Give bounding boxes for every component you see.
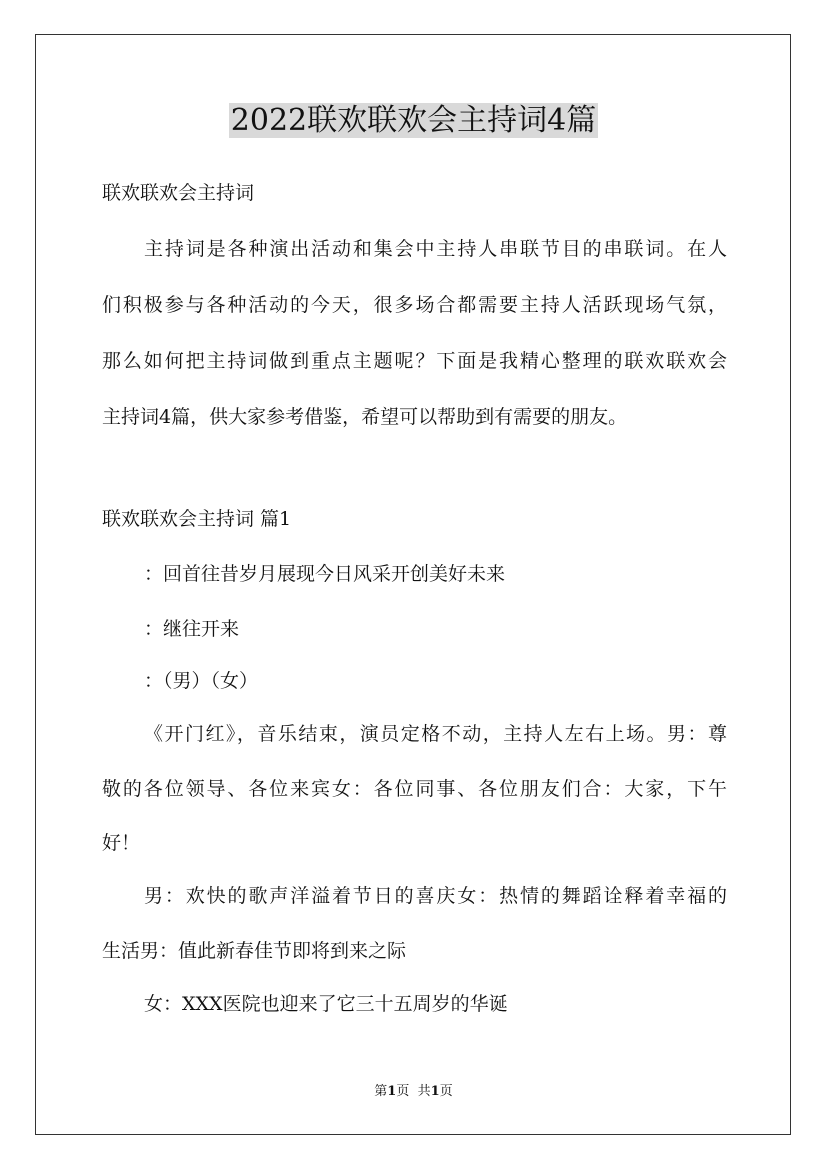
footer-page-number: 1 <box>387 1084 397 1099</box>
body-line-7: 男：欢快的歌声洋溢着节日的喜庆女：热情的舞蹈诠释着幸福的 <box>144 885 727 907</box>
section-heading: 联欢联欢会主持词 篇1 <box>102 508 292 530</box>
footer-total-number: 1 <box>430 1084 440 1099</box>
footer-total-suffix: 页 <box>439 1084 453 1099</box>
footer-total-prefix: 共 <box>417 1084 431 1099</box>
body-line-9: 女：XXX医院也迎来了它三十五周岁的华诞 <box>144 993 508 1015</box>
intro-line-1: 主持词是各种演出活动和集会中主持人串联节目的串联词。在人 <box>144 238 727 260</box>
intro-line-2: 们积极参与各种活动的今天，很多场合都需要主持人活跃现场气氛， <box>102 294 727 316</box>
intro-line-3: 那么如何把主持词做到重点主题呢？下面是我精心整理的联欢联欢会 <box>102 350 727 372</box>
footer-page-suffix: 页 <box>396 1084 410 1099</box>
body-line-6: 好！ <box>102 832 141 854</box>
intro-line-4: 主持词4篇，供大家参考借鉴，希望可以帮助到有需要的朋友。 <box>102 406 628 428</box>
body-line-4: 《开门红》，音乐结束，演员定格不动，主持人左右上场。男：尊 <box>144 723 727 745</box>
body-line-5: 敬的各位领导、各位来宾女：各位同事、各位朋友们合：大家，下午 <box>102 778 727 800</box>
footer-page-prefix: 第 <box>374 1084 388 1099</box>
document-title-wrapper <box>0 101 827 141</box>
body-line-2: ：继往开来 <box>144 618 240 640</box>
body-line-3: ：（男）（女） <box>144 670 259 692</box>
document-title: 2022联欢联欢会主持词4篇 <box>230 103 597 138</box>
body-line-8: 生活男：值此新春佳节即将到来之际 <box>102 940 407 962</box>
subtitle: 联欢联欢会主持词 <box>102 182 255 204</box>
page-footer <box>0 1083 827 1101</box>
body-line-1: ：回首往昔岁月展现今日风采开创美好未来 <box>144 563 506 585</box>
